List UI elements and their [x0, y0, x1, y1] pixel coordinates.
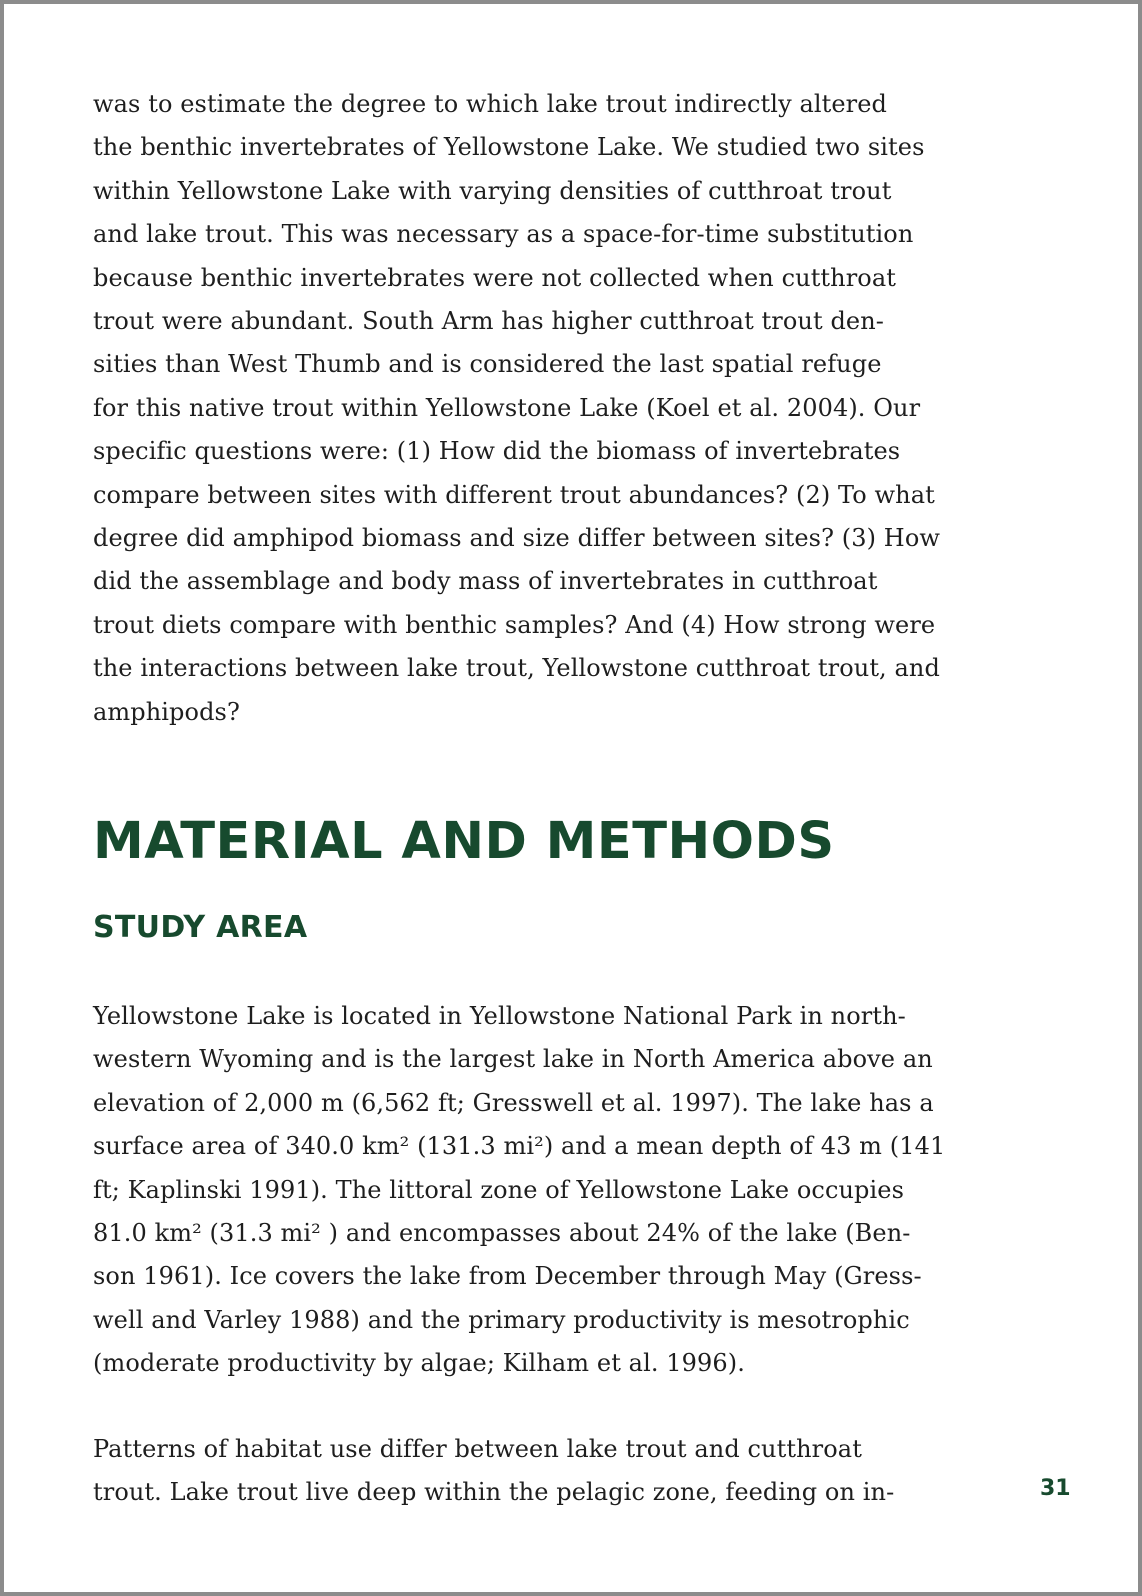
paragraph-study-area: [93, 995, 945, 1386]
text-line: Yellowstone Lake is located in Yellowstone National Park in north-: [93, 1002, 906, 1030]
text-line: and lake trout. This was necessary as a space-for-time substitution: [93, 220, 914, 249]
text-line: ft; Kaplinski 1991). The littoral zone of Yellowstone Lake occupies: [93, 1175, 905, 1204]
paragraph-habitat: [93, 1428, 894, 1515]
text-line: because benthic invertebrates were not collected when cutthroat: [93, 263, 897, 292]
text-line: trout diets compare with benthic samples? And (4) How strong were: [93, 610, 936, 639]
page-number: 31: [1040, 1476, 1071, 1501]
text-line: degree did amphipod biomass and size differ between sites? (3) How: [93, 524, 941, 553]
section-heading: MATERIAL AND METHODS: [93, 812, 835, 871]
text-line: surface area of 340.0 km² (131.3 mi²) and a mean depth of 43 m (141: [93, 1132, 946, 1161]
text-line: trout were abundant. South Arm has higher cutthroat trout den-: [93, 307, 884, 336]
text-line: son 1961). Ice covers the lake from December through May (Gress-: [93, 1262, 922, 1291]
text-line: well and Varley 1988) and the primary productivity is mesotrophic: [93, 1305, 910, 1334]
text-line: 81.0 km² (31.3 mi² ) and encompasses about 24% of the lake (Ben-: [93, 1219, 911, 1248]
text-line: western Wyoming and is the largest lake in North America above an: [93, 1045, 933, 1074]
text-line: the benthic invertebrates of Yellowstone Lake. We studied two sites: [93, 133, 925, 162]
text-line: amphipods?: [93, 697, 240, 726]
text-line: specific questions were: (1) How did the biomass of invertebrates: [93, 437, 901, 466]
text-line: sities than West Thumb and is considered the last spatial refuge: [93, 350, 882, 379]
text-line: was to estimate the degree to which lake trout indirectly altered: [93, 90, 888, 118]
text-line: (moderate productivity by algae; Kilham et al. 1996).: [93, 1349, 745, 1378]
subsection-heading: STUDY AREA: [93, 910, 308, 945]
text-line: Patterns of habitat use differ between lake trout and cutthroat: [93, 1435, 862, 1463]
paragraph-intro: [93, 83, 940, 734]
text-line: the interactions between lake trout, Yellowstone cutthroat trout, and: [93, 654, 940, 683]
text-line: did the assemblage and body mass of invertebrates in cutthroat: [93, 567, 878, 596]
text-line: trout. Lake trout live deep within the pelagic zone, feeding on in-: [93, 1478, 895, 1507]
text-line: within Yellowstone Lake with varying densities of cutthroat trout: [93, 176, 892, 205]
text-line: for this native trout within Yellowstone Lake (Koel et al. 2004). Our: [93, 393, 921, 422]
text-line: compare between sites with different trout abundances? (2) To what: [93, 480, 935, 509]
text-line: elevation of 2,000 m (6,562 ft; Gresswell et al. 1997). The lake has a: [93, 1088, 934, 1117]
